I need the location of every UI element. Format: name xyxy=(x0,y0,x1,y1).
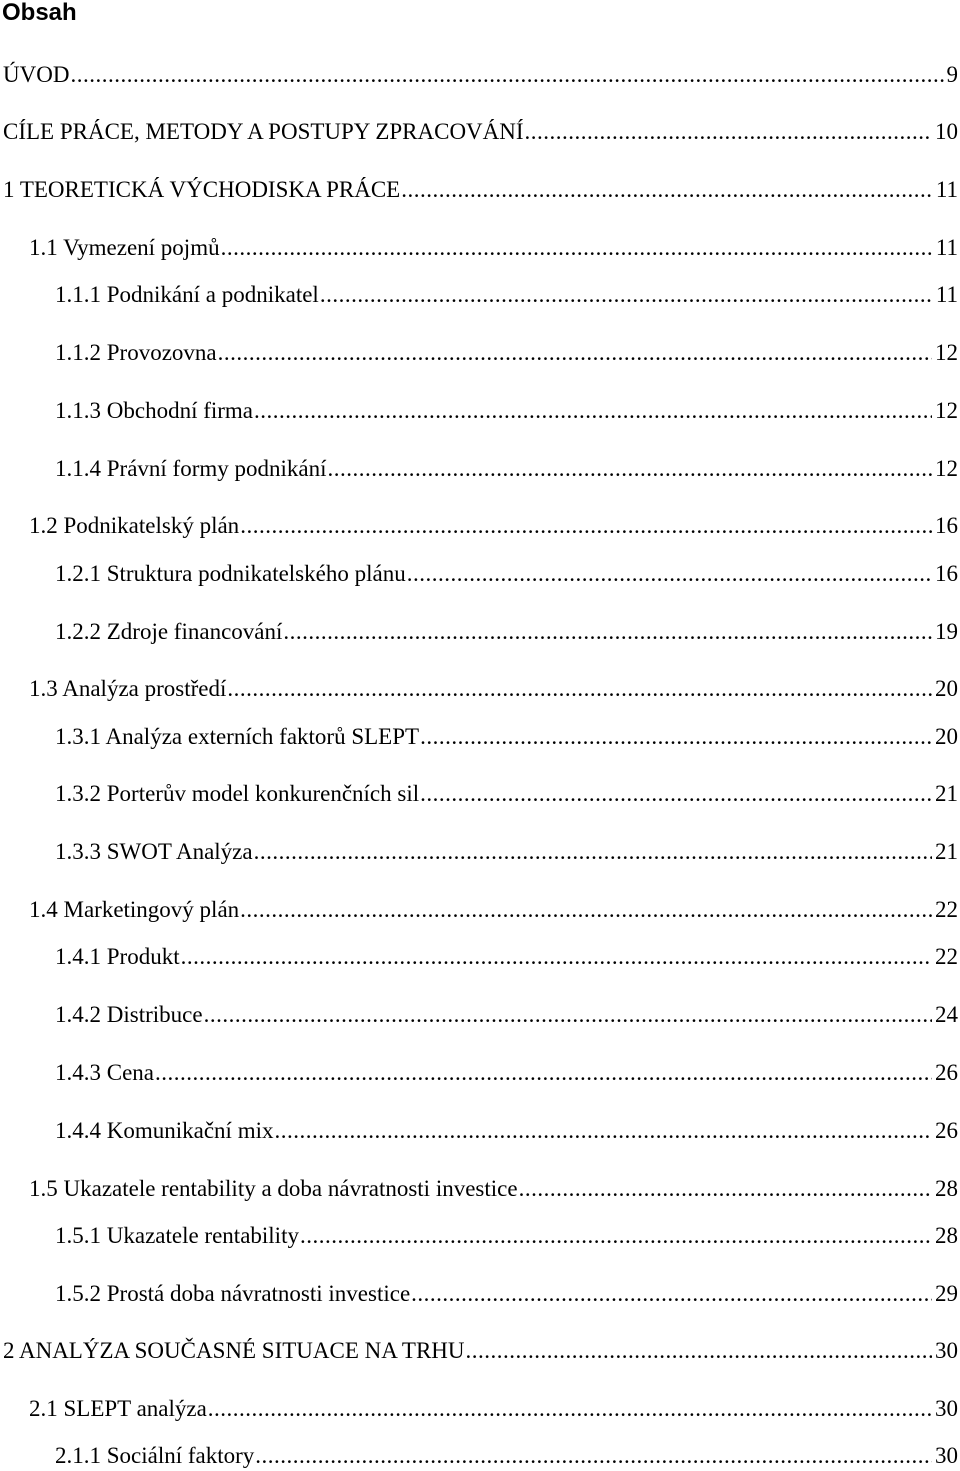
toc-entry-1-1-2[interactable] xyxy=(55,338,958,368)
toc-entry-page: 30 xyxy=(935,1338,958,1363)
toc-entry-title: 1.1 Vymezení pojmů xyxy=(29,235,220,260)
toc-entry-page: 9 xyxy=(946,62,958,87)
toc-entry-2-1-1[interactable] xyxy=(55,1441,958,1471)
toc-entry-title: 1.3.1 Analýza externích faktorů SLEPT xyxy=(55,724,420,749)
toc-entry-cile-prace[interactable] xyxy=(3,117,958,147)
toc-entry-title: 1.2.2 Zdroje financování xyxy=(55,619,283,644)
dot-leader xyxy=(208,1394,932,1424)
toc-entry-1-4[interactable] xyxy=(29,895,958,925)
toc-entry-title: 1.3 Analýza prostředí xyxy=(29,676,227,701)
toc-entry-1-1-4[interactable] xyxy=(55,454,958,484)
toc-entry-1-4-1[interactable] xyxy=(55,942,958,972)
toc-entry-page: 20 xyxy=(935,724,958,749)
toc-entry-page: 16 xyxy=(935,513,958,538)
dot-leader xyxy=(401,175,933,205)
toc-entry-title: 1.4.2 Distribuce xyxy=(55,1002,203,1027)
toc-entry-page: 12 xyxy=(935,398,958,423)
dot-leader xyxy=(420,722,932,752)
dot-leader xyxy=(155,1058,932,1088)
toc-heading: Obsah xyxy=(2,0,77,26)
dot-leader xyxy=(254,396,932,426)
toc-entry-page: 21 xyxy=(935,781,958,806)
toc-entry-page: 28 xyxy=(935,1223,958,1248)
toc-entry-title: ÚVOD xyxy=(3,62,70,87)
dot-leader xyxy=(255,1441,932,1471)
toc-entry-page: 30 xyxy=(935,1443,958,1468)
toc-entry-2-1[interactable] xyxy=(29,1394,958,1424)
toc-entry-title: 1 TEORETICKÁ VÝCHODISKA PRÁCE xyxy=(3,177,401,202)
dot-leader xyxy=(218,338,932,368)
toc-entry-title: 1.4.1 Produkt xyxy=(55,944,180,969)
dot-leader xyxy=(240,511,932,541)
toc-entry-1-4-2[interactable] xyxy=(55,1000,958,1030)
toc-entry-1-4-4[interactable] xyxy=(55,1116,958,1146)
dot-leader xyxy=(411,1279,932,1309)
toc-entry-title: 2 ANALÝZA SOUČASNÉ SITUACE NA TRHU xyxy=(3,1338,465,1363)
toc-entry-page: 11 xyxy=(935,177,958,202)
toc-entry-1-1-1[interactable] xyxy=(55,280,958,310)
toc-entry-chapter-1[interactable] xyxy=(3,175,958,205)
toc-entry-title: 1.2.1 Struktura podnikatelského plánu xyxy=(55,561,406,586)
dot-leader xyxy=(274,1116,932,1146)
toc-entry-page: 26 xyxy=(935,1118,958,1143)
toc-entry-title: 1.1.3 Obchodní firma xyxy=(55,398,254,423)
toc-entry-title: 1.2 Podnikatelský plán xyxy=(29,513,240,538)
toc-entry-page: 16 xyxy=(935,561,958,586)
dot-leader xyxy=(300,1221,932,1251)
dot-leader xyxy=(254,837,932,867)
toc-entry-1-5[interactable] xyxy=(29,1174,958,1204)
toc-entry-page: 22 xyxy=(935,897,958,922)
dot-leader xyxy=(328,454,933,484)
toc-entry-page: 11 xyxy=(935,282,958,307)
toc-entry-title: CÍLE PRÁCE, METODY A POSTUPY ZPRACOVÁNÍ xyxy=(3,119,524,144)
toc-entry-title: 1.1.2 Provozovna xyxy=(55,340,217,365)
dot-leader xyxy=(227,674,932,704)
dot-leader xyxy=(525,117,932,147)
dot-leader xyxy=(519,1174,932,1204)
dot-leader xyxy=(320,280,933,310)
toc-entry-title: 1.4 Marketingový plán xyxy=(29,897,240,922)
toc-entry-page: 30 xyxy=(935,1396,958,1421)
toc-entry-page: 22 xyxy=(935,944,958,969)
toc-entry-page: 20 xyxy=(935,676,958,701)
dot-leader xyxy=(407,559,932,589)
toc-entry-page: 21 xyxy=(935,839,958,864)
toc-entry-1-5-1[interactable] xyxy=(55,1221,958,1251)
toc-entry-page: 12 xyxy=(935,456,958,481)
toc-entry-1-3-3[interactable] xyxy=(55,837,958,867)
toc-entry-title: 1.4.4 Komunikační mix xyxy=(55,1118,274,1143)
toc-entry-title: 1.3.3 SWOT Analýza xyxy=(55,839,253,864)
toc-entry-title: 1.5 Ukazatele rentability a doba návratnosti investice xyxy=(29,1176,518,1201)
toc-entry-page: 26 xyxy=(935,1060,958,1085)
toc-entry-1-1-3[interactable] xyxy=(55,396,958,426)
dot-leader xyxy=(70,60,943,90)
toc-entry-1-3[interactable] xyxy=(29,674,958,704)
toc-entry-page: 28 xyxy=(935,1176,958,1201)
toc-entry-title: 1.3.2 Porterův model konkurenčních sil xyxy=(55,781,420,806)
toc-entry-page: 29 xyxy=(935,1281,958,1306)
toc-entry-1-1[interactable] xyxy=(29,233,958,263)
toc-entry-1-2-1[interactable] xyxy=(55,559,958,589)
dot-leader xyxy=(283,617,932,647)
dot-leader xyxy=(240,895,932,925)
toc-entry-page: 10 xyxy=(935,119,958,144)
toc-entry-title: 1.4.3 Cena xyxy=(55,1060,155,1085)
toc-entry-page: 12 xyxy=(935,340,958,365)
toc-entry-uvod[interactable] xyxy=(3,60,958,90)
toc-entry-1-2-2[interactable] xyxy=(55,617,958,647)
dot-leader xyxy=(181,942,932,972)
dot-leader xyxy=(420,779,932,809)
toc-entry-page: 24 xyxy=(935,1002,958,1027)
dot-leader xyxy=(466,1336,932,1366)
toc-entry-1-2[interactable] xyxy=(29,511,958,541)
toc-entry-1-3-1[interactable] xyxy=(55,722,958,752)
toc-entry-title: 2.1.1 Sociální faktory xyxy=(55,1443,255,1468)
toc-entry-page: 11 xyxy=(935,235,958,260)
toc-entry-title: 2.1 SLEPT analýza xyxy=(29,1396,207,1421)
toc-entry-chapter-2[interactable] xyxy=(3,1336,958,1366)
toc-entry-title: 1.5.1 Ukazatele rentability xyxy=(55,1223,299,1248)
toc-entry-title: 1.1.4 Právní formy podnikání xyxy=(55,456,327,481)
toc-entry-page: 19 xyxy=(935,619,958,644)
toc-entry-title: 1.1.1 Podnikání a podnikatel xyxy=(55,282,319,307)
toc-entry-1-4-3[interactable] xyxy=(55,1058,958,1088)
dot-leader xyxy=(204,1000,932,1030)
toc-entry-1-5-2[interactable] xyxy=(55,1279,958,1309)
toc-entry-title: 1.5.2 Prostá doba návratnosti investice xyxy=(55,1281,411,1306)
dot-leader xyxy=(221,233,933,263)
toc-entry-1-3-2[interactable] xyxy=(55,779,958,809)
